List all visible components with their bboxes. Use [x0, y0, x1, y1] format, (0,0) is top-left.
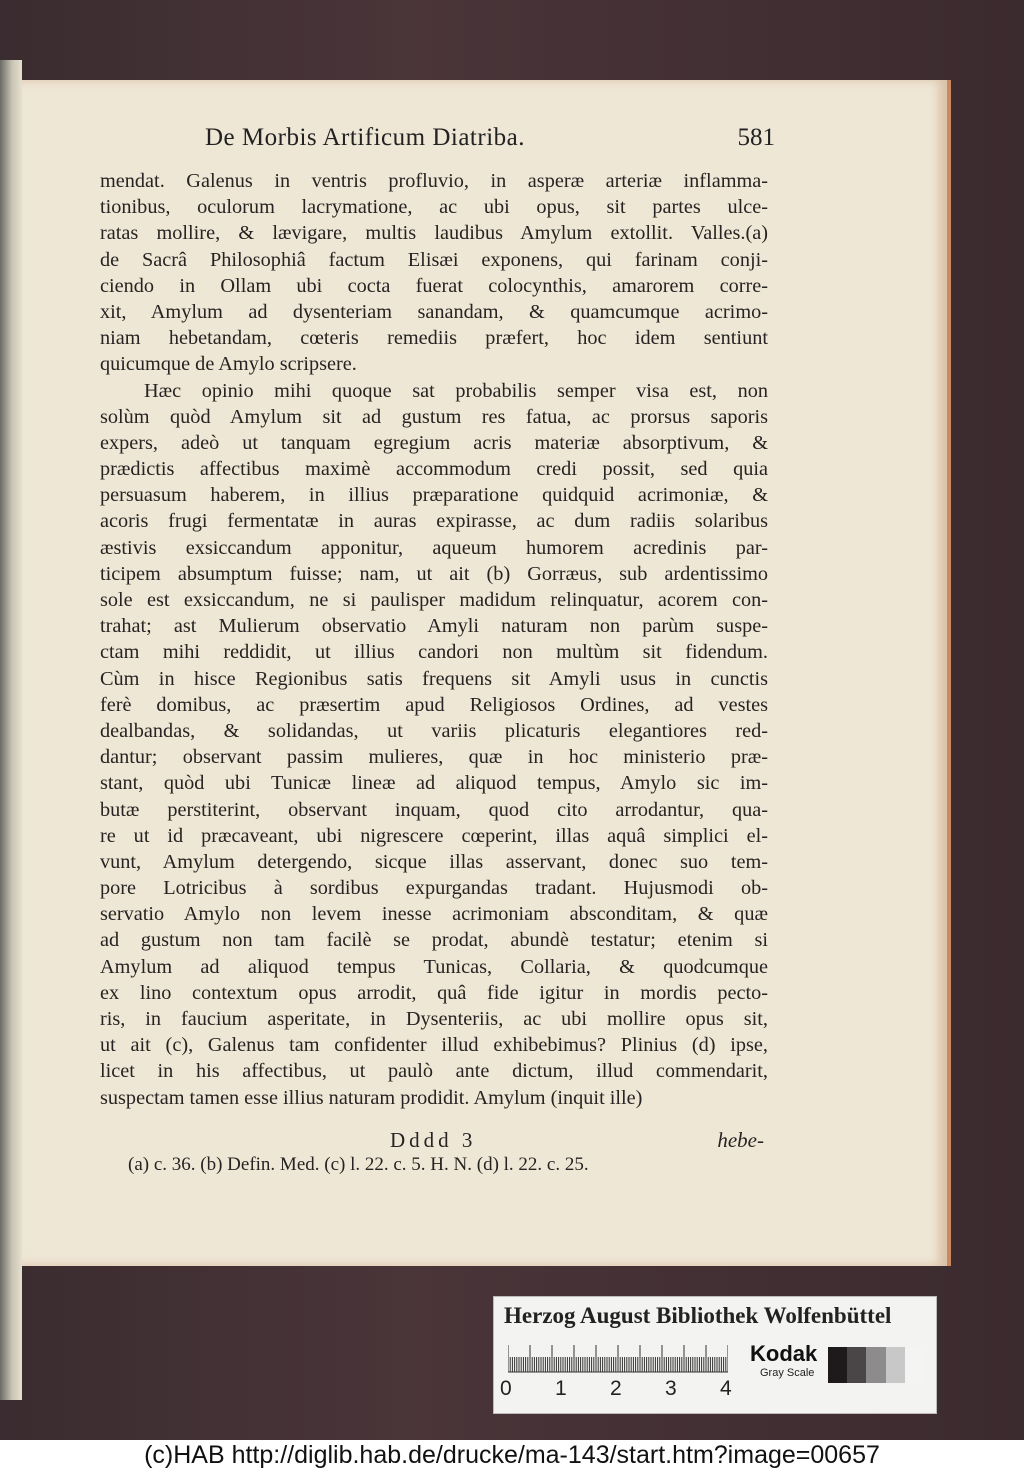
text-line: vunt, Amylum detergendo, sicque illas asservant, donec suo tem- — [100, 850, 768, 873]
text-line: ex lino contextum opus arrodit, quâ fide igitur in mordis pecto- — [100, 981, 768, 1004]
gray-swatch — [866, 1347, 885, 1383]
text-line: Cùm in hisce Regionibus satis frequens sit Amyli usus in cunctis — [100, 667, 768, 690]
text-line: acoris frugi fermentatæ in auras expirasse, ac dum radiis solaribus — [100, 510, 768, 533]
text-line: sole est exsiccandum, ne si paulisper madidum relinquatur, acorem con- — [100, 589, 768, 611]
body-text — [100, 168, 768, 1111]
text-line: licet in his affectibus, ut paulò ante dictum, illud commendarit, — [100, 1060, 768, 1083]
text-line: ciendo in Ollam ubi cocta fuerat colocynthis, amarorem corre- — [100, 274, 768, 297]
text-line: servatio Amylo non levem inesse acrimoniam absconditam, & quæ — [100, 903, 768, 926]
text-line: Amylum ad aliquod tempus Tunicas, Collaria, & quodcumque — [100, 955, 768, 978]
color-calibration-card — [493, 1296, 937, 1414]
text-line: ferè domibus, ac præsertim apud Religiosos Ordines, ad vestes — [100, 693, 768, 716]
library-name: Herzog August Bibliothek Wolfenbüttel — [504, 1303, 892, 1328]
gray-swatch — [905, 1347, 924, 1383]
signature-row — [100, 1128, 768, 1156]
gray-swatch — [847, 1347, 866, 1383]
catchword: hebe- — [717, 1128, 764, 1152]
text-line: ut ait (c), Galenus tam confidenter illud exhibebimus? Plinius (d) ipse, — [100, 1034, 768, 1057]
text-line: prædictis affectibus maximè accommodum credi possit, sed quia — [100, 458, 768, 481]
gray-scale-swatches — [828, 1347, 924, 1383]
text-line: solùm quòd Amylum sit ad gustum res fatua, ac prorsus saporis — [100, 405, 768, 428]
footnotes: (a) c. 36. (b) Defin. Med. (c) l. 22. c. 5. H. N. (d) l. 22. c. 25. — [128, 1154, 589, 1175]
text-line: æstivis exsiccandum apponitur, aqueum humorem acredinis par- — [100, 536, 768, 559]
text-line: trahat; ast Mulierum observatio Amyli naturam non parùm suspe- — [100, 615, 768, 638]
signature-mark: Dddd 3 — [390, 1128, 477, 1152]
text-line: suspectam tamen esse illius naturam prodidit. Amylum (inquit ille) — [100, 1086, 643, 1109]
running-title: De Morbis Artificum Diatriba. — [205, 124, 525, 151]
gray-swatch — [828, 1347, 847, 1383]
text-line: tionibus, oculorum lacrymatione, ac ubi opus, sit partes ulce- — [100, 196, 768, 219]
ruler-number: 4 — [720, 1377, 732, 1400]
page-number: 581 — [737, 124, 775, 151]
text-line: persuasum haberem, in illius præparatione quidquid acrimoniæ, & — [100, 484, 768, 507]
text-line: pore Lotricibus à sordibus expurgandas tradant. Hujusmodi ob- — [100, 877, 768, 900]
text-line: niam hebetandam, cœteris remediis præfert, hoc idem sentiunt — [100, 327, 768, 350]
text-line: xit, Amylum ad dysenteriam sanandam, & quamcumque acrimo- — [100, 300, 768, 323]
text-line: quicumque de Amylo scripsere. — [100, 353, 357, 376]
previous-page-edge — [0, 60, 22, 1400]
ruler-numbers — [500, 1377, 740, 1403]
text-line: dantur; observant passim mulieres, quæ in hoc ministerio præ- — [100, 746, 768, 769]
text-line: re ut id præcaveant, ubi nigrescere cœperint, illas aquâ simplici el- — [100, 824, 768, 847]
text-line: expers, adeò ut tanquam egregium acris materiæ absorptivum, & — [100, 431, 768, 454]
running-header — [205, 124, 775, 158]
ruler-number: 3 — [665, 1377, 677, 1400]
text-line: ctam mihi reddidit, ut illius candori non multùm sit fidendum. — [100, 641, 768, 664]
text-line: mendat. Galenus in ventris profluvio, in asperæ arteriæ inflamma- — [100, 170, 768, 192]
text-line: ratas mollire, & lævigare, multis laudibus Amylum extollit. Valles.(a) — [100, 222, 768, 245]
text-line: ad gustum non tam facilè se prodat, abundè testatur; etenim si — [100, 929, 768, 952]
text-line: ris, in faucium asperitate, in Dysenteriis, ac ubi mollire opus sit, — [100, 1008, 768, 1030]
text-line: butæ perstiterint, observant inquam, quod cito arrodantur, qua- — [100, 798, 768, 821]
text-line: Hæc opinio mihi quoque sat probabilis semper visa est, non — [144, 379, 768, 402]
gray-swatch — [886, 1347, 905, 1383]
kodak-logo: Kodak — [750, 1341, 818, 1366]
gray-scale-label: Gray Scale — [760, 1367, 815, 1379]
credit-line: (c)HAB http://diglib.hab.de/drucke/ma-143/start.htm?image=00657 — [0, 1440, 1024, 1470]
text-line: stant, quòd ubi Tunicæ lineæ ad aliquod tempus, Amylo sic im- — [100, 772, 768, 795]
ruler-number: 2 — [610, 1377, 622, 1400]
ruler-number: 1 — [555, 1377, 567, 1400]
text-line: dealbandas, & solidandas, ut variis plicaturis elegantiores red- — [100, 719, 768, 742]
scale-ruler — [508, 1343, 728, 1373]
text-line: de Sacrâ Philosophiâ factum Elisæi exponens, qui farinam conji- — [100, 248, 768, 271]
text-line: ticipem absumptum fuisse; nam, ut ait (b) Gorræus, sub ardentissimo — [100, 562, 768, 585]
ruler-number: 0 — [500, 1377, 512, 1400]
